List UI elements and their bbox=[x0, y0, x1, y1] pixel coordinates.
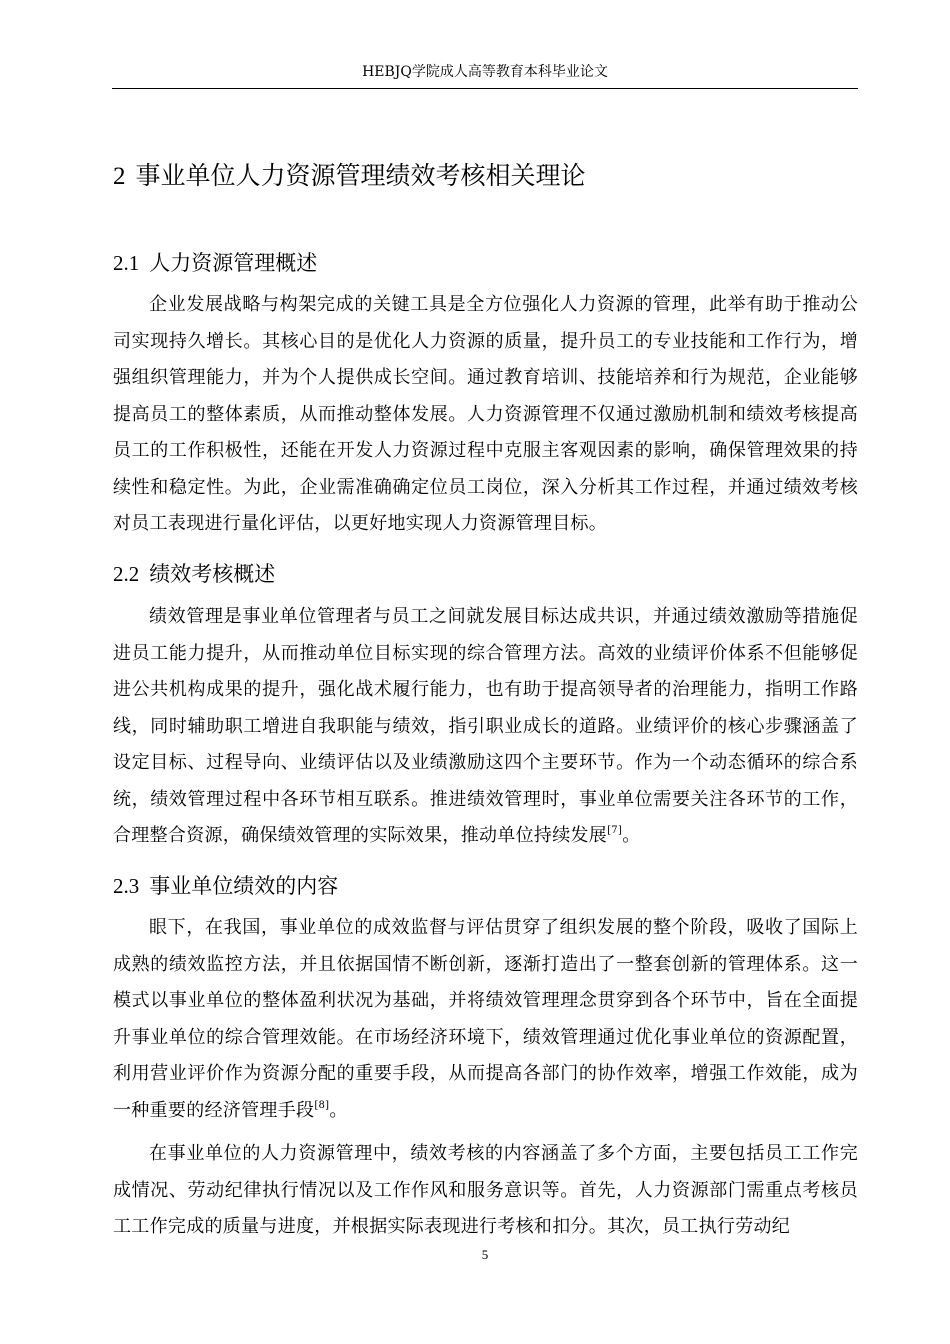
chapter-title bbox=[113, 156, 858, 197]
section-number: 2.3 bbox=[113, 874, 140, 898]
paragraph-text: 在事业单位的人力资源管理中，绩效考核的内容涵盖了多个方面，主要包括员工工作完成情况、劳动纪律执行情况以及工作作风和服务意识等。首先，人力资源部门需重点考核员工工作完成的质量与进度，并根据实际表现进行考核和扣分。其次，员工执行劳动纪 bbox=[113, 1143, 858, 1237]
chapter-title-text: 事业单位人力资源管理绩效考核相关理论 bbox=[135, 161, 586, 190]
chapter-number: 2 bbox=[113, 163, 126, 190]
section-number: 2.1 bbox=[113, 251, 140, 275]
paragraph-text: 绩效管理是事业单位管理者与员工之间就发展目标达成共识，并通过绩效激励等措施促进员工能力提升，从而推动单位目标实现的综合管理方法。高效的业绩评价体系不但能够促进公共机构成果的提升，强化战术履行能力，也有助于提高领导者的治理能力，指明工作路线，同时辅助职工增进自我职能与绩效，指引职业成长的道路。业绩评价的核心步骤涵盖了设定目标、过程导向、业绩评估以及业绩激励这四个主要环节。作为一个动态循环的综合系统，绩效管理过程中各环节相互联系。推进绩效管理时，事业单位需要关注各环节的工作，合理整合资源，确保绩效管理的实际效果，推动单位持续发展 bbox=[113, 606, 858, 846]
paragraph-end: 。 bbox=[622, 825, 641, 846]
citation: [7] bbox=[607, 825, 623, 836]
paragraph bbox=[113, 910, 858, 1129]
section-heading-2-3 bbox=[113, 870, 858, 902]
paragraph bbox=[113, 599, 858, 855]
section-title-text: 事业单位绩效的内容 bbox=[149, 874, 339, 898]
section-title-text: 人力资源管理概述 bbox=[149, 251, 318, 275]
paragraph-end: 。 bbox=[329, 1099, 348, 1121]
section-heading-2-1 bbox=[113, 247, 858, 279]
header-rule bbox=[112, 88, 858, 89]
paragraph bbox=[113, 1136, 858, 1246]
page-number: 5 bbox=[481, 1247, 489, 1262]
paragraph-text: 眼下，在我国，事业单位的成效监督与评估贯穿了组织发展的整个阶段，吸收了国际上成熟的绩效监控方法，并且依据国情不断创新，逐渐打造出了一整套创新的管理体系。这一模式以事业单位的整体盈利状况为基础，并将绩效管理理念贯穿到各个环节中，旨在全面提升事业单位的综合管理效能。在市场经济环境下，绩效管理通过优化事业单位的资源配置，利用营业评价作为资源分配的重要手段，从而提高各部门的协作效率，增强工作效能，成为一种重要的经济管理手段 bbox=[113, 917, 858, 1121]
paragraph-text: 企业发展战略与构架完成的关键工具是全方位强化人力资源的管理，此举有助于推动公司实现持久增长。其核心目的是优化人力资源的质量，提升员工的专业技能和工作行为，增强组织管理能力，并为个人提供成长空间。通过教育培训、技能培养和行为规范，企业能够提高员工的整体素质，从而推动整体发展。人力资源管理不仅通过激励机制和绩效考核提高员工的工作积极性，还能在开发人力资源过程中克服主客观因素的影响，确保管理效果的持续性和稳定性。为此，企业需准确确定位员工岗位，深入分析其工作过程，并通过绩效考核对员工表现进行量化评估，以更好地实现人力资源管理目标。 bbox=[113, 294, 858, 534]
section-number: 2.2 bbox=[113, 562, 140, 586]
section-heading-2-2 bbox=[113, 558, 858, 590]
paragraph bbox=[113, 287, 858, 543]
citation: [8] bbox=[314, 1099, 330, 1111]
section-title-text: 绩效考核概述 bbox=[149, 562, 276, 586]
running-header: HEBJQ学院成人高等教育本科毕业论文 bbox=[362, 64, 608, 80]
